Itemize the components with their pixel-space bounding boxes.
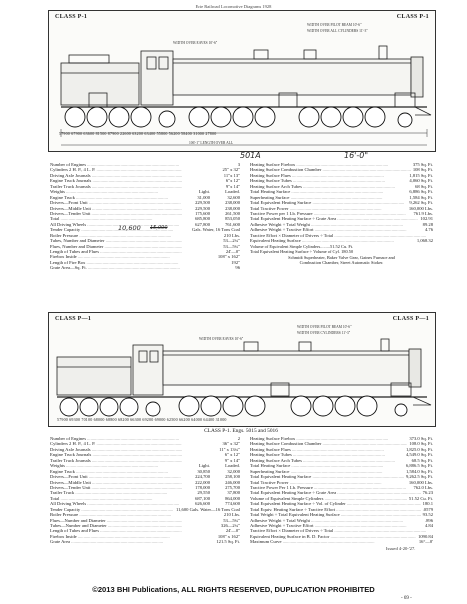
spec-label: Grate Area ..... (50, 539, 182, 544)
spec-label: Boiler Pressure ..... (50, 233, 182, 238)
spec-label: Drivers—Front Unit ..... (50, 200, 182, 205)
spec-value: 24'—0" (225, 528, 240, 534)
spec-label: Adhesive Weight ÷ Total Weight ..... (250, 222, 421, 227)
top-class-left: CLASS P-1 (55, 14, 88, 20)
spec-label: Cylinders 2 H. P., 4 L. P. ..... (50, 167, 182, 172)
spec2-right-table (250, 436, 433, 545)
bottom-class-right: CLASS P—1 (392, 316, 429, 322)
top-width-pilot: WIDTH OVER PILOT BEAM 10'-6" (307, 23, 362, 27)
spec-value-light: Light. (198, 189, 210, 195)
spec-value: 108" x 162" (217, 254, 240, 260)
spec-value: 210 Lbs. (223, 232, 240, 238)
spec-value-light: 687,100 (195, 495, 210, 501)
spec-label: Heating Surface Combustion Chamber ..... (250, 167, 411, 172)
tender-struck-capacity: 15,000 (150, 225, 168, 231)
spec-value-light: 229,500 (195, 205, 210, 211)
spec-value: 3 (237, 162, 240, 167)
bottom-width-cylinders: WIDTH OVER CYLINDERS 11'-3" (297, 331, 351, 335)
spec-value: 53—5¾" (223, 517, 240, 523)
spec-value: 1090.84 (418, 533, 433, 539)
spec-value: 762.0 Lbs. (413, 484, 433, 490)
spec-value: 89.28 (422, 221, 433, 227)
top-width-eaves: WIDTH OVER EAVES 10'-6" (173, 41, 218, 45)
spec-value: 108 Sq. Ft. (412, 167, 433, 173)
spec-label: Drivers—Middle Unit ..... (50, 206, 182, 211)
bottom-driver-weights: 57900 69300 70100 68000 68800 68200 66300 69200 69000 62500 66200 64000 64400 31000 (57, 417, 227, 422)
spec-label: Tubes—Number and Diameter ..... (50, 523, 182, 528)
spec-value: 180.1 (422, 501, 433, 507)
spec-label: Weights ..... (50, 463, 182, 468)
top-total-length: 106'-1" LENGTH OVER ALL (189, 141, 234, 145)
spec1-right-table (250, 162, 433, 244)
spec-value: 1,815 Sq. Ft. (409, 172, 433, 178)
spec-value: Gals. Water, 16 Tons Coal (192, 227, 240, 233)
spec-value: 11,600 Gals. Water—16 Tons Coal (175, 506, 240, 512)
bottom-width-pilot: WIDTH OVER PILOT BEAM 10'-6" (297, 325, 352, 329)
spec-value-light: 229,500 (195, 200, 210, 206)
spec-label: Heating Surface Firebox ..... (250, 436, 407, 441)
spec-value: 24'—0" (225, 249, 240, 254)
spec-label: Adhesive Weight ÷ Tractive Effort ..... (250, 227, 423, 232)
spec-value: 11" x 13¼" (219, 446, 240, 452)
spec-label: All Driving Wheels ..... (50, 222, 182, 227)
spec-label: Flues—Number and Diameter ..... (50, 518, 182, 523)
spec-value: 102.91 (420, 216, 433, 222)
spec-value: 774,600 (225, 501, 240, 507)
spec-value: 375 Sq. Ft. (412, 162, 433, 167)
spec-value-light: 627,800 (195, 221, 210, 227)
spec-label: Total Equivalent Heating Surface ÷ Grate Area ..... (250, 216, 418, 221)
spec-label: Heating Surface Flues ..... (250, 447, 404, 452)
spec-label: Total Heating Surface ..... (250, 463, 404, 468)
spec-value: 53—5¾" (223, 243, 240, 249)
spec-value: 32,000 (227, 468, 240, 474)
spec-label: Number of Engines ..... (50, 162, 182, 167)
spec-label: Drivers—Tender Unit ..... (50, 211, 182, 216)
spec-note-line: Schmidt Superheater, Baker Valve Gear, Gaines Furnace and (288, 254, 395, 260)
spec-value: 6"x 12" (225, 178, 240, 184)
spec-value-light: 626,600 (195, 501, 210, 507)
top-diagram-page (48, 10, 434, 271)
spec-value-light: 30,850 (197, 468, 210, 474)
spec-value-light: 222,000 (195, 479, 210, 485)
spec-label: Trailer Truck Journals ..... (50, 184, 182, 189)
spec-label: Engine Truck Journals ..... (50, 178, 182, 183)
spec-value: 238,000 (225, 200, 240, 206)
bottom-locomotive-drawing (49, 327, 435, 427)
spec-value-light: 224,700 (195, 474, 210, 480)
spec-label: Equivalent Heating Surface in B. D. Factor ..... (250, 534, 416, 539)
spec-label: Heating Surface Tubes ..... (250, 178, 407, 183)
spec-value: 9,262.5 Sq. Ft. (405, 474, 433, 480)
spec-value: 37,800 (227, 490, 240, 496)
spec-label: Length of Tubes and Flues ..... (50, 249, 182, 254)
bottom-drawing-sheet (48, 312, 436, 427)
spec-value: 68 Sq. Ft. (415, 183, 433, 189)
spec-value-light: 178,000 (195, 484, 210, 490)
spec-label: Tractive Power per 1 Lb. Pressure ..... (250, 211, 411, 216)
bottom-diagram-page (48, 312, 434, 582)
spec-value: 51.52 Cu. Ft. (408, 495, 433, 501)
spec-value: Loaded. (225, 189, 240, 195)
spec-value: 6,886 Sq. Ft. (409, 189, 433, 195)
spec-label: Superheating Surface ..... (250, 195, 407, 200)
spec-value: 864,000 (225, 495, 240, 501)
spec-label: Driving Axle Journals ..... (50, 447, 182, 452)
spec-value: 4.76 (424, 227, 433, 233)
top-width-cylinders: WIDTH OVER ALL CYLINDERS 11'-3" (307, 29, 368, 33)
spec-label: Weights ..... (50, 189, 182, 194)
spec-value: 121.5 Sq. Ft. (216, 539, 240, 545)
spec-label: Total Equivalent Heating Surface ..... (250, 200, 407, 205)
spec-value: 11"x 13" (223, 172, 240, 178)
spec2-left-table (50, 436, 240, 545)
spec-value: 4,060 Sq. Ft. (409, 178, 433, 184)
top-drawing-sheet (48, 10, 436, 152)
spec-value: 238,000 (225, 205, 240, 211)
spec-value-light (182, 265, 210, 270)
spec-value: 1,584 Sq. Ft. (409, 194, 433, 200)
spec-value: 160,000 Lbs. (408, 205, 433, 211)
spec-note-line: Total Equivalent Heating Surface ÷ Volume of Cyl. 180.50 (250, 249, 354, 255)
spec-value: 68.5 Sq. Ft. (411, 457, 433, 463)
spec-value-light: 31,000 (197, 194, 210, 200)
spec-value: 108.0 Sq. Ft. (409, 441, 433, 447)
spec-value: 2 (237, 436, 240, 441)
spec-value: 326—2¼" (220, 523, 240, 528)
spec-value: 1,584.0 Sq. Ft. (405, 468, 433, 474)
spec-label: Heating Surface Arch Tubes ..... (250, 184, 413, 189)
spec-value: 9" x 14" (224, 457, 240, 463)
page-number: - 69 - (401, 596, 412, 601)
spec-value: 761.9 Lbs. (413, 210, 433, 216)
spec-value: 275,700 (225, 484, 240, 490)
spec-row (50, 265, 240, 270)
bottom-caption: CLASS P-1. Engs. 5015 and 5016 (204, 428, 278, 434)
spec-label: Adhesive Weight ÷ Tractive Effort ..... (250, 523, 423, 528)
spec-value: 761,600 (225, 221, 240, 227)
spec-label: Tractive Effort × Diameter of Drivers ÷ Total ..... (250, 528, 431, 533)
spec-value: 16°—0' (418, 539, 433, 545)
spec-value-light: 29,550 (197, 490, 210, 496)
spec-label: Heating Surface Tubes ..... (250, 452, 404, 457)
spec-label: All Driving Wheels ..... (50, 501, 182, 506)
top-driver-weights: 57900 67900 63600 81500 87900 22600 63200 63400 55800 56200 58400 31000 27800 (59, 131, 217, 136)
spec-label: Total Equiv. Heating Surface ÷ Tractive Effort ..... (250, 507, 421, 512)
spec-label: Engine Truck Journals ..... (50, 452, 182, 457)
issued-date: Issued 4-20-'27. (386, 546, 416, 551)
spec-value: 160,000 Lbs. (408, 479, 433, 485)
bottom-width-eaves: WIDTH OVER EAVES 10'-6" (199, 337, 244, 341)
spec-value: 246,000 (225, 479, 240, 485)
spec-label: Tubes, Number and Diameter ..... (50, 238, 182, 243)
spec-value: 373.0 Sq. Ft. (409, 436, 433, 441)
spec-label: Grate Area—Sq. Ft. ..... (50, 265, 182, 270)
spec-label: Total Weight ÷ Total Equivalent Heating Surface ..... (250, 512, 421, 517)
spec-label: Trailer Truck ..... (50, 490, 182, 495)
spec-value: .896 (424, 517, 433, 523)
spec-value-light: 685,800 (195, 216, 210, 222)
spec-value: 76.23 (422, 490, 433, 496)
spec-value: 853,050 (225, 216, 240, 222)
spec-row (250, 539, 433, 544)
spec-value: 1,825.0 Sq. Ft. (405, 446, 433, 452)
spec-label: Tractive Power Per 1 Lb. Pressure ..... (250, 485, 411, 490)
top-class-right: CLASS P-1 (396, 14, 429, 20)
spec-value-light: Light. (198, 463, 210, 469)
spec-label: Superheating Surface ..... (250, 469, 404, 474)
spec-value: 6" x 12" (224, 452, 240, 458)
spec-label: Adhesive Weight ÷ Total Weight ..... (250, 518, 423, 523)
spec-value: 1,068.32 (416, 238, 433, 244)
spec1-left-table (50, 162, 240, 271)
spec-label: Total Tractive Power ..... (250, 480, 407, 485)
spec-label: Length of Tubes and Flues ..... (50, 528, 182, 533)
spec-value: 96 (235, 265, 240, 271)
spec-label: Drivers—Middle Unit ..... (50, 480, 182, 485)
page-header: Erie Railroad Locomotive Diagrams 1928 (195, 4, 272, 9)
spec-label: Total ..... (50, 496, 182, 501)
spec-value-light: 175,600 (195, 210, 210, 216)
spec-value: 53—2¼" (223, 238, 240, 244)
spec-label: Total Equivalent Heating Surface ..... (250, 474, 404, 479)
spec-label: Flues, Number and Diameter ..... (50, 244, 182, 249)
spec-value: 4.84 (424, 523, 433, 528)
spec-value: 6,886.5 Sq. Ft. (405, 463, 433, 469)
spec-label: Drivers—Tender Unit ..... (50, 485, 182, 490)
spec-label: Tractive Effort × Diameter of Drivers ÷ Total ..... (250, 233, 431, 238)
spec-label: Heating Surface Firebox ..... (250, 162, 411, 167)
spec-label: Total Heating Surface ..... (250, 189, 407, 194)
spec-value: 192" (231, 259, 240, 265)
spec-value: 4,549.0 Sq. Ft. (405, 452, 433, 458)
spec-label: Boiler Pressure ..... (50, 512, 182, 517)
tender-handwritten-capacity: 10,600 (118, 224, 141, 232)
spec-value: 9,262 Sq. Ft. (409, 200, 433, 206)
spec-label: Cylinders 2 H. P., 4 L. P. ..... (50, 441, 182, 446)
top-handwritten-weight: 501A (240, 151, 261, 160)
spec-label: Engine Truck ..... (50, 195, 182, 200)
spec-value: 93.52 (422, 512, 433, 518)
spec-value: 36" x 32" (222, 441, 240, 447)
spec-value: 210 Lbs. (223, 512, 240, 518)
spec-value: 261,500 (225, 210, 240, 216)
spec-label: Drivers—Front Unit ..... (50, 474, 182, 479)
spec-value: 9"x 14" (225, 183, 240, 189)
spec-value: .0579 (422, 506, 433, 512)
spec-label: Heating Surface Arch Tubes ..... (250, 458, 410, 463)
spec-row (250, 238, 433, 243)
spec-label: Trailer Truck Journals ..... (50, 458, 182, 463)
spec-label: Maximum Curve ..... (250, 539, 417, 544)
spec-value-light (182, 539, 210, 544)
spec-label: Total ..... (50, 216, 182, 221)
spec-note-line: Combustion Chamber, Street Automatic Stoker. (299, 260, 384, 266)
spec-label: Driving Axle Journals ..... (50, 173, 182, 178)
spec-value: 32,600 (227, 194, 240, 200)
spec-label: Total Equivalent Heating Surface ÷ Grate Area ..... (250, 490, 421, 495)
copyright-footer: ©2013 BHI Publications, ALL RIGHTS RESERVED, DUPLICATION PROHIBITED (92, 585, 375, 594)
spec-label: Total Equivalent Heating Surface ÷ Vol. of Cylinder ..... (250, 501, 421, 506)
spec1-notes (250, 244, 433, 266)
spec-label: Engine Truck ..... (50, 469, 182, 474)
spec-label: Tender Capacity ..... (50, 507, 174, 512)
spec-label: Length of Fire Box ..... (50, 260, 182, 265)
spec-label: Number of Engines ..... (50, 436, 182, 441)
spec-label: Total Tractive Power ..... (250, 206, 407, 211)
spec-note-line: Volume of Equivalent Simple Cylinders.........51.52 Cu. Ft. (250, 244, 354, 249)
spec-label: Firebox Inside ..... (50, 254, 182, 259)
spec-label: Volume of Equivalent Simple Cylinders ..... (250, 496, 407, 501)
spec-value: 258,100 (225, 474, 240, 480)
spec-value: Loaded. (225, 463, 240, 469)
spec-row (50, 539, 240, 544)
top-handwritten-length: 16'-0" (344, 151, 369, 160)
spec-label: Firebox Inside ..... (50, 534, 182, 539)
spec-value: 25" x 32" (222, 167, 240, 173)
spec-label: Heating Surface Flues ..... (250, 173, 407, 178)
bottom-class-left: CLASS P—1 (55, 316, 92, 322)
spec-label: Tender Capacity ..... (50, 227, 190, 232)
spec-value: 108" x 162" (217, 533, 240, 539)
spec-label: Equivalent Heating Surface ..... (250, 238, 415, 243)
spec-label: Heating Surface Combustion Chamber ..... (250, 441, 407, 446)
